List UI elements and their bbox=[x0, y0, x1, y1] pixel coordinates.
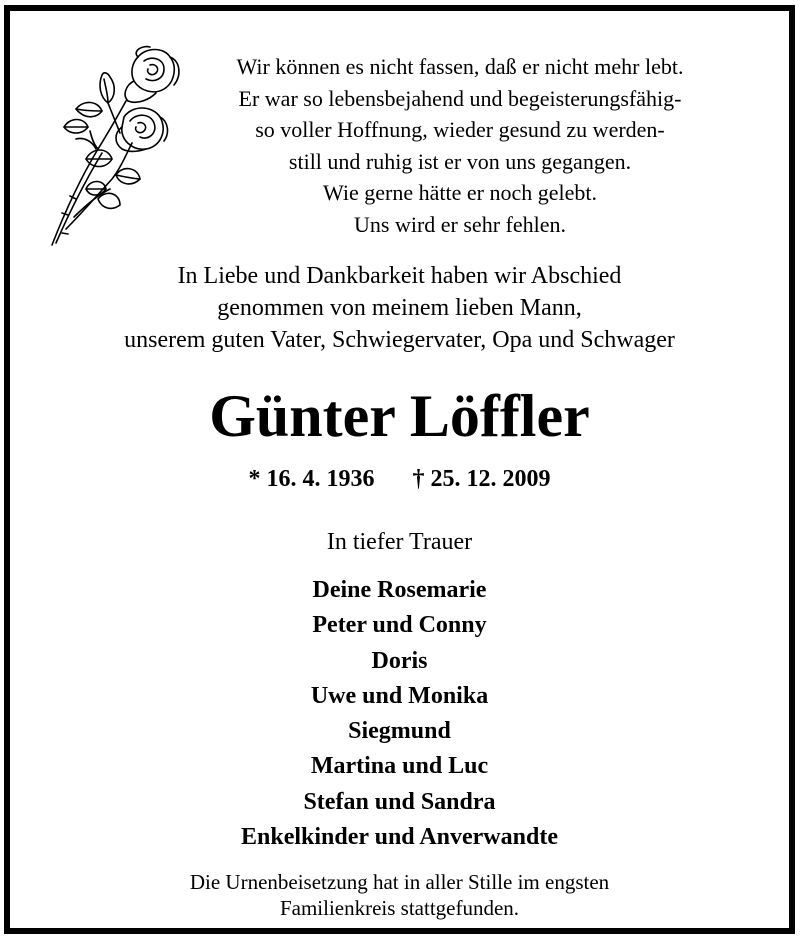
deceased-name: Günter Löffler bbox=[209, 383, 590, 449]
mourner-entry: Doris bbox=[371, 647, 428, 674]
mourner-entry: Deine Rosemarie bbox=[312, 577, 487, 603]
burial-line: Familienkreis stattgefunden. bbox=[279, 896, 520, 920]
birth-date: * 16. 4. 1936 bbox=[248, 466, 375, 492]
mourner-entry: Siegmund bbox=[348, 718, 451, 745]
intro-line: genommen von meinem lieben Mann, bbox=[217, 295, 582, 321]
mourner-entry: Stefan und Sandra bbox=[303, 788, 496, 815]
intro-line: unserem guten Vater, Schwiegervater, Opa und Schwager bbox=[124, 327, 675, 353]
mourner-entry: Peter und Conny bbox=[312, 612, 487, 639]
poem-line: still und ruhig ist er von uns gegangen. bbox=[288, 148, 632, 174]
intro-text bbox=[10, 260, 789, 356]
poem-line: Er war so lebensbejahend und begeisterungsfähig- bbox=[238, 85, 682, 111]
mourner-entry: Enkelkinder und Anverwandte bbox=[241, 824, 558, 851]
poem bbox=[180, 51, 740, 240]
burial-line: Die Urnenbeisetzung hat in aller Stille im engsten bbox=[189, 870, 610, 894]
intro-line: In Liebe und Dankbarkeit haben wir Abschied bbox=[177, 263, 622, 289]
death-date: † 25. 12. 2009 bbox=[412, 466, 551, 492]
obituary-notice bbox=[4, 5, 795, 934]
mourners-list bbox=[10, 573, 789, 855]
life-dates bbox=[10, 463, 789, 495]
poem-line: Wir können es nicht fassen, daß er nicht mehr lebt. bbox=[236, 54, 684, 79]
mourning-line: In tiefer Trauer bbox=[326, 529, 473, 555]
mourner-entry: Uwe und Monika bbox=[310, 682, 489, 709]
mourner-entry: Martina und Luc bbox=[310, 753, 489, 780]
poem-line: Uns wird er sehr fehlen. bbox=[354, 211, 566, 237]
poem-line: Wie gerne hätte er noch gelebt. bbox=[323, 180, 597, 205]
rose-icon bbox=[46, 39, 186, 251]
poem-line: so voller Hoffnung, wieder gesund zu werden- bbox=[255, 117, 665, 142]
burial-note bbox=[10, 869, 789, 921]
